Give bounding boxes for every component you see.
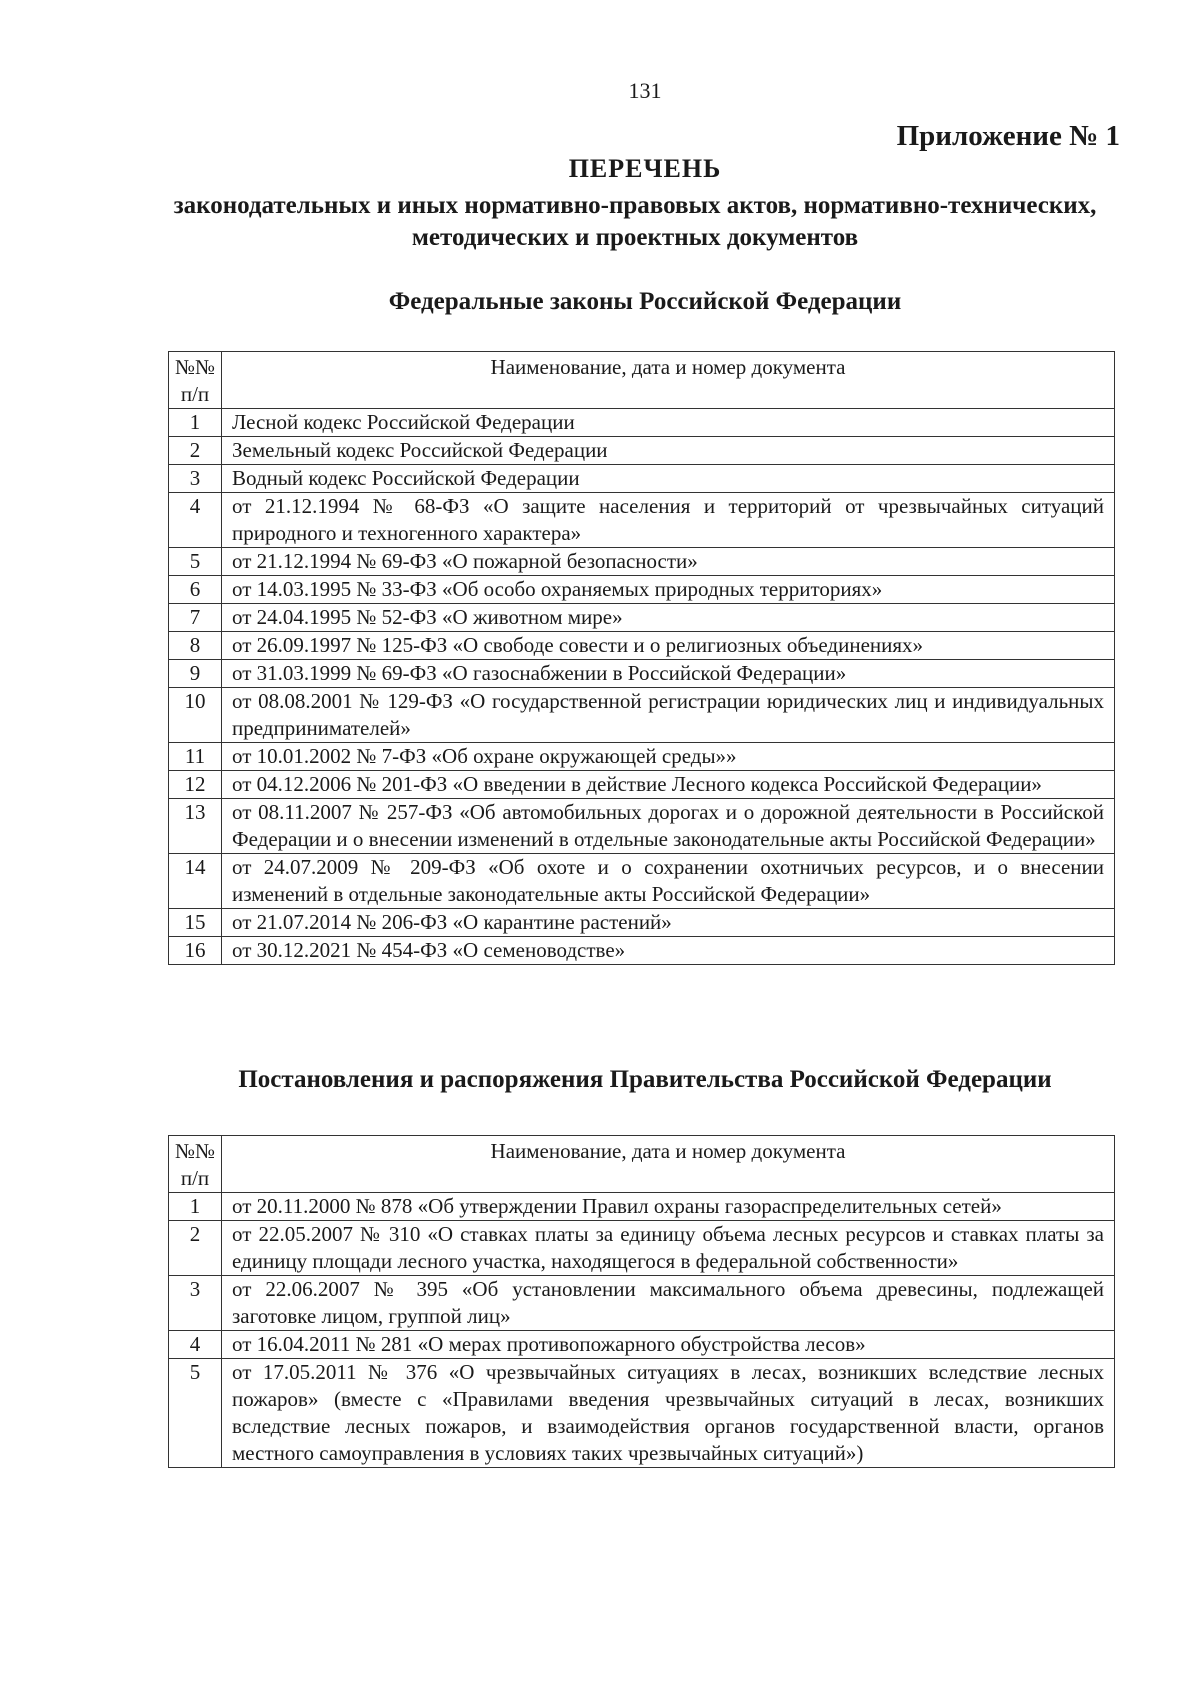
table-row — [169, 493, 1115, 548]
document-name: от 14.03.1995 № 33-ФЗ «Об особо охраняемых природных территориях» — [222, 576, 1115, 604]
row-number: 4 — [169, 493, 222, 548]
document-name: от 22.05.2007 № 310 «О ставках платы за единицу объема лесных ресурсов и ставках платы за единицу площади лесного участка, находящегося в федеральной собственности» — [222, 1221, 1115, 1276]
table-row — [169, 437, 1115, 465]
document-name: Земельный кодекс Российской Федерации — [222, 437, 1115, 465]
document-name: от 24.04.1995 № 52-ФЗ «О животном мире» — [222, 604, 1115, 632]
table-row — [169, 909, 1115, 937]
table-row — [169, 854, 1115, 909]
document-name: от 31.03.1999 № 69-ФЗ «О газоснабжении в Российской Федерации» — [222, 660, 1115, 688]
row-number: 4 — [169, 1331, 222, 1359]
table-row — [169, 799, 1115, 854]
table-row — [169, 1221, 1115, 1276]
document-name: Водный кодекс Российской Федерации — [222, 465, 1115, 493]
row-number: 8 — [169, 632, 222, 660]
table-row — [169, 743, 1115, 771]
table-row — [169, 1331, 1115, 1359]
document-name: от 21.12.1994 № 69-ФЗ «О пожарной безопасности» — [222, 548, 1115, 576]
document-title: ПЕРЕЧЕНЬ — [568, 154, 722, 183]
document-name: от 24.07.2009 № 209-ФЗ «Об охоте и о сохранении охотничьих ресурсов, и о внесении изменений в отдельные законодательные акты Российской Федерации» — [222, 854, 1115, 909]
section-heading-federal-laws: Федеральные законы Российской Федерации — [388, 288, 902, 315]
row-number: 6 — [169, 576, 222, 604]
row-number: 1 — [169, 409, 222, 437]
table-row — [169, 688, 1115, 743]
federal-laws-table-body — [169, 409, 1115, 965]
row-number: 2 — [169, 437, 222, 465]
table-row — [169, 937, 1115, 965]
table-row — [169, 660, 1115, 688]
document-subtitle: законодательных и иных нормативно-правовых актов, нормативно-технических, методических и проектных документов — [173, 192, 1097, 251]
row-number: 10 — [169, 688, 222, 743]
appendix-label: Приложение № 1 — [896, 120, 1120, 152]
table-row — [169, 1359, 1115, 1468]
document-name: от 08.08.2001 № 129-ФЗ «О государственной регистрации юридических лиц и индивидуальных предпринимателей» — [222, 688, 1115, 743]
table-row — [169, 409, 1115, 437]
document-name: от 08.11.2007 № 257-ФЗ «Об автомобильных дорогах и о дорожной деятельности в Российской Федерации и о внесении изменений в отдельные законодательные акты Российской Федерации» — [222, 799, 1115, 854]
row-number: 12 — [169, 771, 222, 799]
row-number: 15 — [169, 909, 222, 937]
row-number: 14 — [169, 854, 222, 909]
table-row — [169, 632, 1115, 660]
column-header-number: №№ п/п — [169, 352, 222, 409]
document-name: от 21.12.1994 № 68-ФЗ «О защите населения и территорий от чрезвычайных ситуаций природного и техногенного характера» — [222, 493, 1115, 548]
row-number: 1 — [169, 1193, 222, 1221]
document-name: от 30.12.2021 № 454-ФЗ «О семеноводстве» — [222, 937, 1115, 965]
row-number: 3 — [169, 465, 222, 493]
government-decrees-table-body — [169, 1193, 1115, 1468]
row-number: 11 — [169, 743, 222, 771]
column-header-name: Наименование, дата и номер документа — [222, 352, 1115, 409]
row-number: 3 — [169, 1276, 222, 1331]
table-row — [169, 465, 1115, 493]
row-number: 2 — [169, 1221, 222, 1276]
page-number: 131 — [628, 78, 662, 103]
row-number: 7 — [169, 604, 222, 632]
column-header-number: №№ п/п — [169, 1136, 222, 1193]
federal-laws-table — [168, 351, 1115, 965]
table-row — [169, 548, 1115, 576]
column-header-name: Наименование, дата и номер документа — [222, 1136, 1115, 1193]
row-number: 9 — [169, 660, 222, 688]
table-row — [169, 1276, 1115, 1331]
table-header-row — [169, 1136, 1115, 1193]
table-row — [169, 1193, 1115, 1221]
row-number: 16 — [169, 937, 222, 965]
table-row — [169, 771, 1115, 799]
document-name: от 16.04.2011 № 281 «О мерах противопожарного обустройства лесов» — [222, 1331, 1115, 1359]
document-name: от 21.07.2014 № 206-ФЗ «О карантине растений» — [222, 909, 1115, 937]
row-number: 5 — [169, 1359, 222, 1468]
government-decrees-table — [168, 1135, 1115, 1468]
document-name: от 22.06.2007 № 395 «Об установлении максимального объема древесины, подлежащей заготовке лицом, группой лиц» — [222, 1276, 1115, 1331]
document-name: от 04.12.2006 № 201-ФЗ «О введении в действие Лесного кодекса Российской Федерации» — [222, 771, 1115, 799]
table-header-row — [169, 352, 1115, 409]
document-name: от 10.01.2002 № 7-ФЗ «Об охране окружающей среды»» — [222, 743, 1115, 771]
table-row — [169, 604, 1115, 632]
row-number: 13 — [169, 799, 222, 854]
row-number: 5 — [169, 548, 222, 576]
table-row — [169, 576, 1115, 604]
document-name: Лесной кодекс Российской Федерации — [222, 409, 1115, 437]
document-name: от 17.05.2011 № 376 «О чрезвычайных ситуациях в лесах, возникших вследствие лесных пожаров» (вместе с «Правилами введения чрезвычайных ситуаций в лесах, возникших вследствие лесных пожаров, и взаимодействия органов государственной власти, органов местного самоуправления в условиях таких чрезвычайных ситуаций») — [222, 1359, 1115, 1468]
document-name: от 20.11.2000 № 878 «Об утверждении Правил охраны газораспределительных сетей» — [222, 1193, 1115, 1221]
document-name: от 26.09.1997 № 125-ФЗ «О свободе совести и о религиозных объединениях» — [222, 632, 1115, 660]
section-heading-government-decrees: Постановления и распоряжения Правительства Российской Федерации — [238, 1066, 1052, 1093]
